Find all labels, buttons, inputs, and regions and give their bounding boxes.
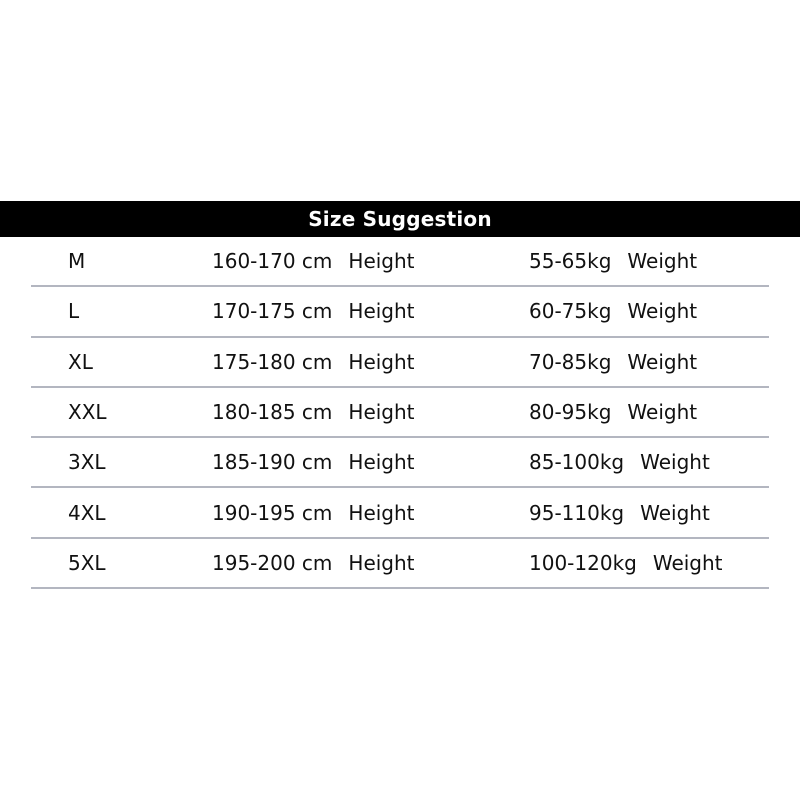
height-range: 180-185 cm xyxy=(212,400,333,425)
weight-label: Weight xyxy=(652,550,723,575)
weight-cell xyxy=(529,539,723,587)
table-row xyxy=(31,539,769,589)
height-cell xyxy=(212,338,415,386)
size-label: L xyxy=(68,299,80,324)
table-row xyxy=(31,338,769,388)
weight-label: Weight xyxy=(627,249,698,274)
weight-range: 95-110kg xyxy=(529,500,625,525)
weight-label: Weight xyxy=(640,450,710,475)
height-range: 175-180 cm xyxy=(212,349,333,374)
height-range: 170-175 cm xyxy=(212,299,333,324)
table-row xyxy=(31,388,769,438)
height-label: Height xyxy=(348,299,415,324)
height-range: 185-190 cm xyxy=(212,450,333,475)
height-cell xyxy=(212,539,415,587)
weight-label: Weight xyxy=(627,349,698,374)
height-range: 190-195 cm xyxy=(212,500,333,525)
height-cell xyxy=(212,438,415,486)
height-cell xyxy=(212,287,415,335)
weight-label: Weight xyxy=(627,299,698,324)
size-label: XL xyxy=(68,349,93,374)
weight-range: 60-75kg xyxy=(529,299,612,324)
weight-cell xyxy=(529,488,710,536)
weight-cell xyxy=(529,388,697,436)
height-label: Height xyxy=(348,550,415,575)
size-label: XXL xyxy=(68,400,107,425)
size-label: 5XL xyxy=(68,550,106,575)
height-range: 195-200 cm xyxy=(212,550,333,575)
height-label: Height xyxy=(348,400,415,425)
weight-range: 100-120kg xyxy=(529,550,637,575)
weight-cell xyxy=(529,287,697,335)
header-bar xyxy=(0,201,800,237)
weight-cell xyxy=(529,338,697,386)
height-cell xyxy=(212,388,415,436)
weight-label: Weight xyxy=(640,500,710,525)
height-label: Height xyxy=(348,349,415,374)
height-range: 160-170 cm xyxy=(212,249,333,274)
height-label: Height xyxy=(348,249,415,274)
table-row xyxy=(31,237,769,287)
table-row xyxy=(31,438,769,488)
size-label: M xyxy=(68,249,86,274)
weight-range: 70-85kg xyxy=(529,349,612,374)
weight-range: 55-65kg xyxy=(529,249,612,274)
weight-range: 85-100kg xyxy=(529,450,625,475)
height-cell xyxy=(212,488,415,536)
height-cell xyxy=(212,237,415,285)
height-label: Height xyxy=(348,450,415,475)
size-table xyxy=(31,237,769,589)
height-label: Height xyxy=(348,500,415,525)
page-title: Size Suggestion xyxy=(308,207,492,231)
table-row xyxy=(31,488,769,538)
weight-cell xyxy=(529,237,697,285)
size-label: 3XL xyxy=(68,450,106,475)
weight-label: Weight xyxy=(627,400,698,425)
weight-range: 80-95kg xyxy=(529,400,612,425)
weight-cell xyxy=(529,438,710,486)
table-row xyxy=(31,287,769,337)
size-label: 4XL xyxy=(68,500,106,525)
